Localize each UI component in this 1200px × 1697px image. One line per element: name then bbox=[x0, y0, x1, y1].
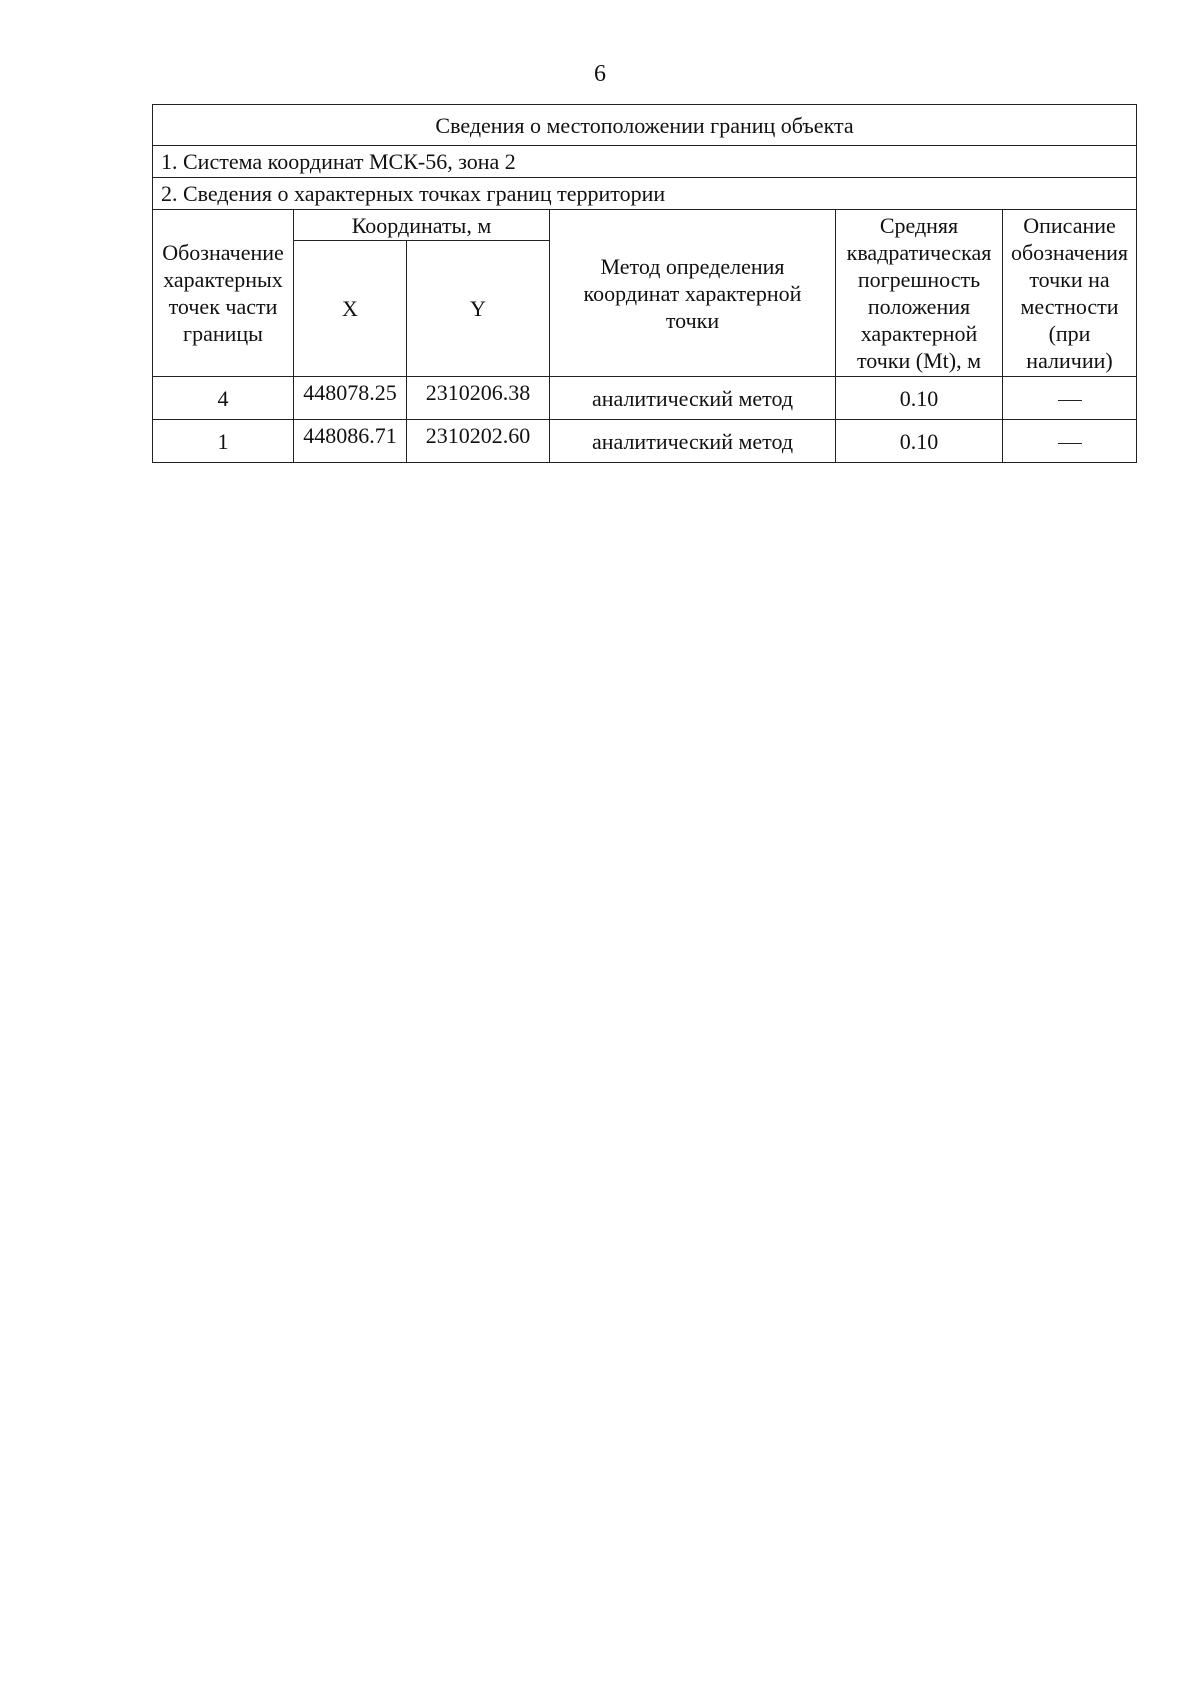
method: аналитический метод bbox=[550, 420, 836, 463]
error-value: 0.10 bbox=[836, 420, 1003, 463]
description-cell bbox=[1003, 377, 1137, 420]
header-coordinates: Координаты, м bbox=[294, 210, 550, 241]
header-description: Описание обозначения точки на местности (при наличии) bbox=[1003, 210, 1137, 377]
points-info: 2. Сведения о характерных точках границ территории bbox=[153, 178, 1137, 210]
header-x: X bbox=[294, 241, 407, 377]
dash-mark bbox=[1058, 400, 1082, 401]
page-number: 6 bbox=[594, 61, 606, 87]
header-error: Средняя квадратическая погрешность положения характерной точки (Mt), м bbox=[836, 210, 1003, 377]
table-row bbox=[153, 377, 1137, 420]
point-number: 4 bbox=[153, 377, 294, 420]
header-row bbox=[153, 210, 1137, 241]
coordinate-system: 1. Система координат МСК-56, зона 2 bbox=[153, 146, 1137, 178]
header-designation: Обозначение характерных точек части границы bbox=[153, 210, 294, 377]
coordinate-system-row bbox=[153, 146, 1137, 178]
table-row bbox=[153, 420, 1137, 463]
method: аналитический метод bbox=[550, 377, 836, 420]
table-title: Сведения о местоположении границ объекта bbox=[153, 105, 1137, 146]
description-cell bbox=[1003, 420, 1137, 463]
coordinate-y: 2310206.38 bbox=[407, 377, 550, 420]
header-y: Y bbox=[407, 241, 550, 377]
points-info-row bbox=[153, 178, 1137, 210]
error-value: 0.10 bbox=[836, 377, 1003, 420]
coordinate-x: 448078.25 bbox=[294, 377, 407, 420]
coordinate-y: 2310202.60 bbox=[407, 420, 550, 463]
boundary-info-table bbox=[152, 104, 1137, 463]
dash-mark bbox=[1058, 443, 1082, 444]
coordinate-x: 448086.71 bbox=[294, 420, 407, 463]
header-method: Метод определения координат характерной точки bbox=[550, 210, 836, 377]
point-number: 1 bbox=[153, 420, 294, 463]
table-title-row bbox=[153, 105, 1137, 146]
